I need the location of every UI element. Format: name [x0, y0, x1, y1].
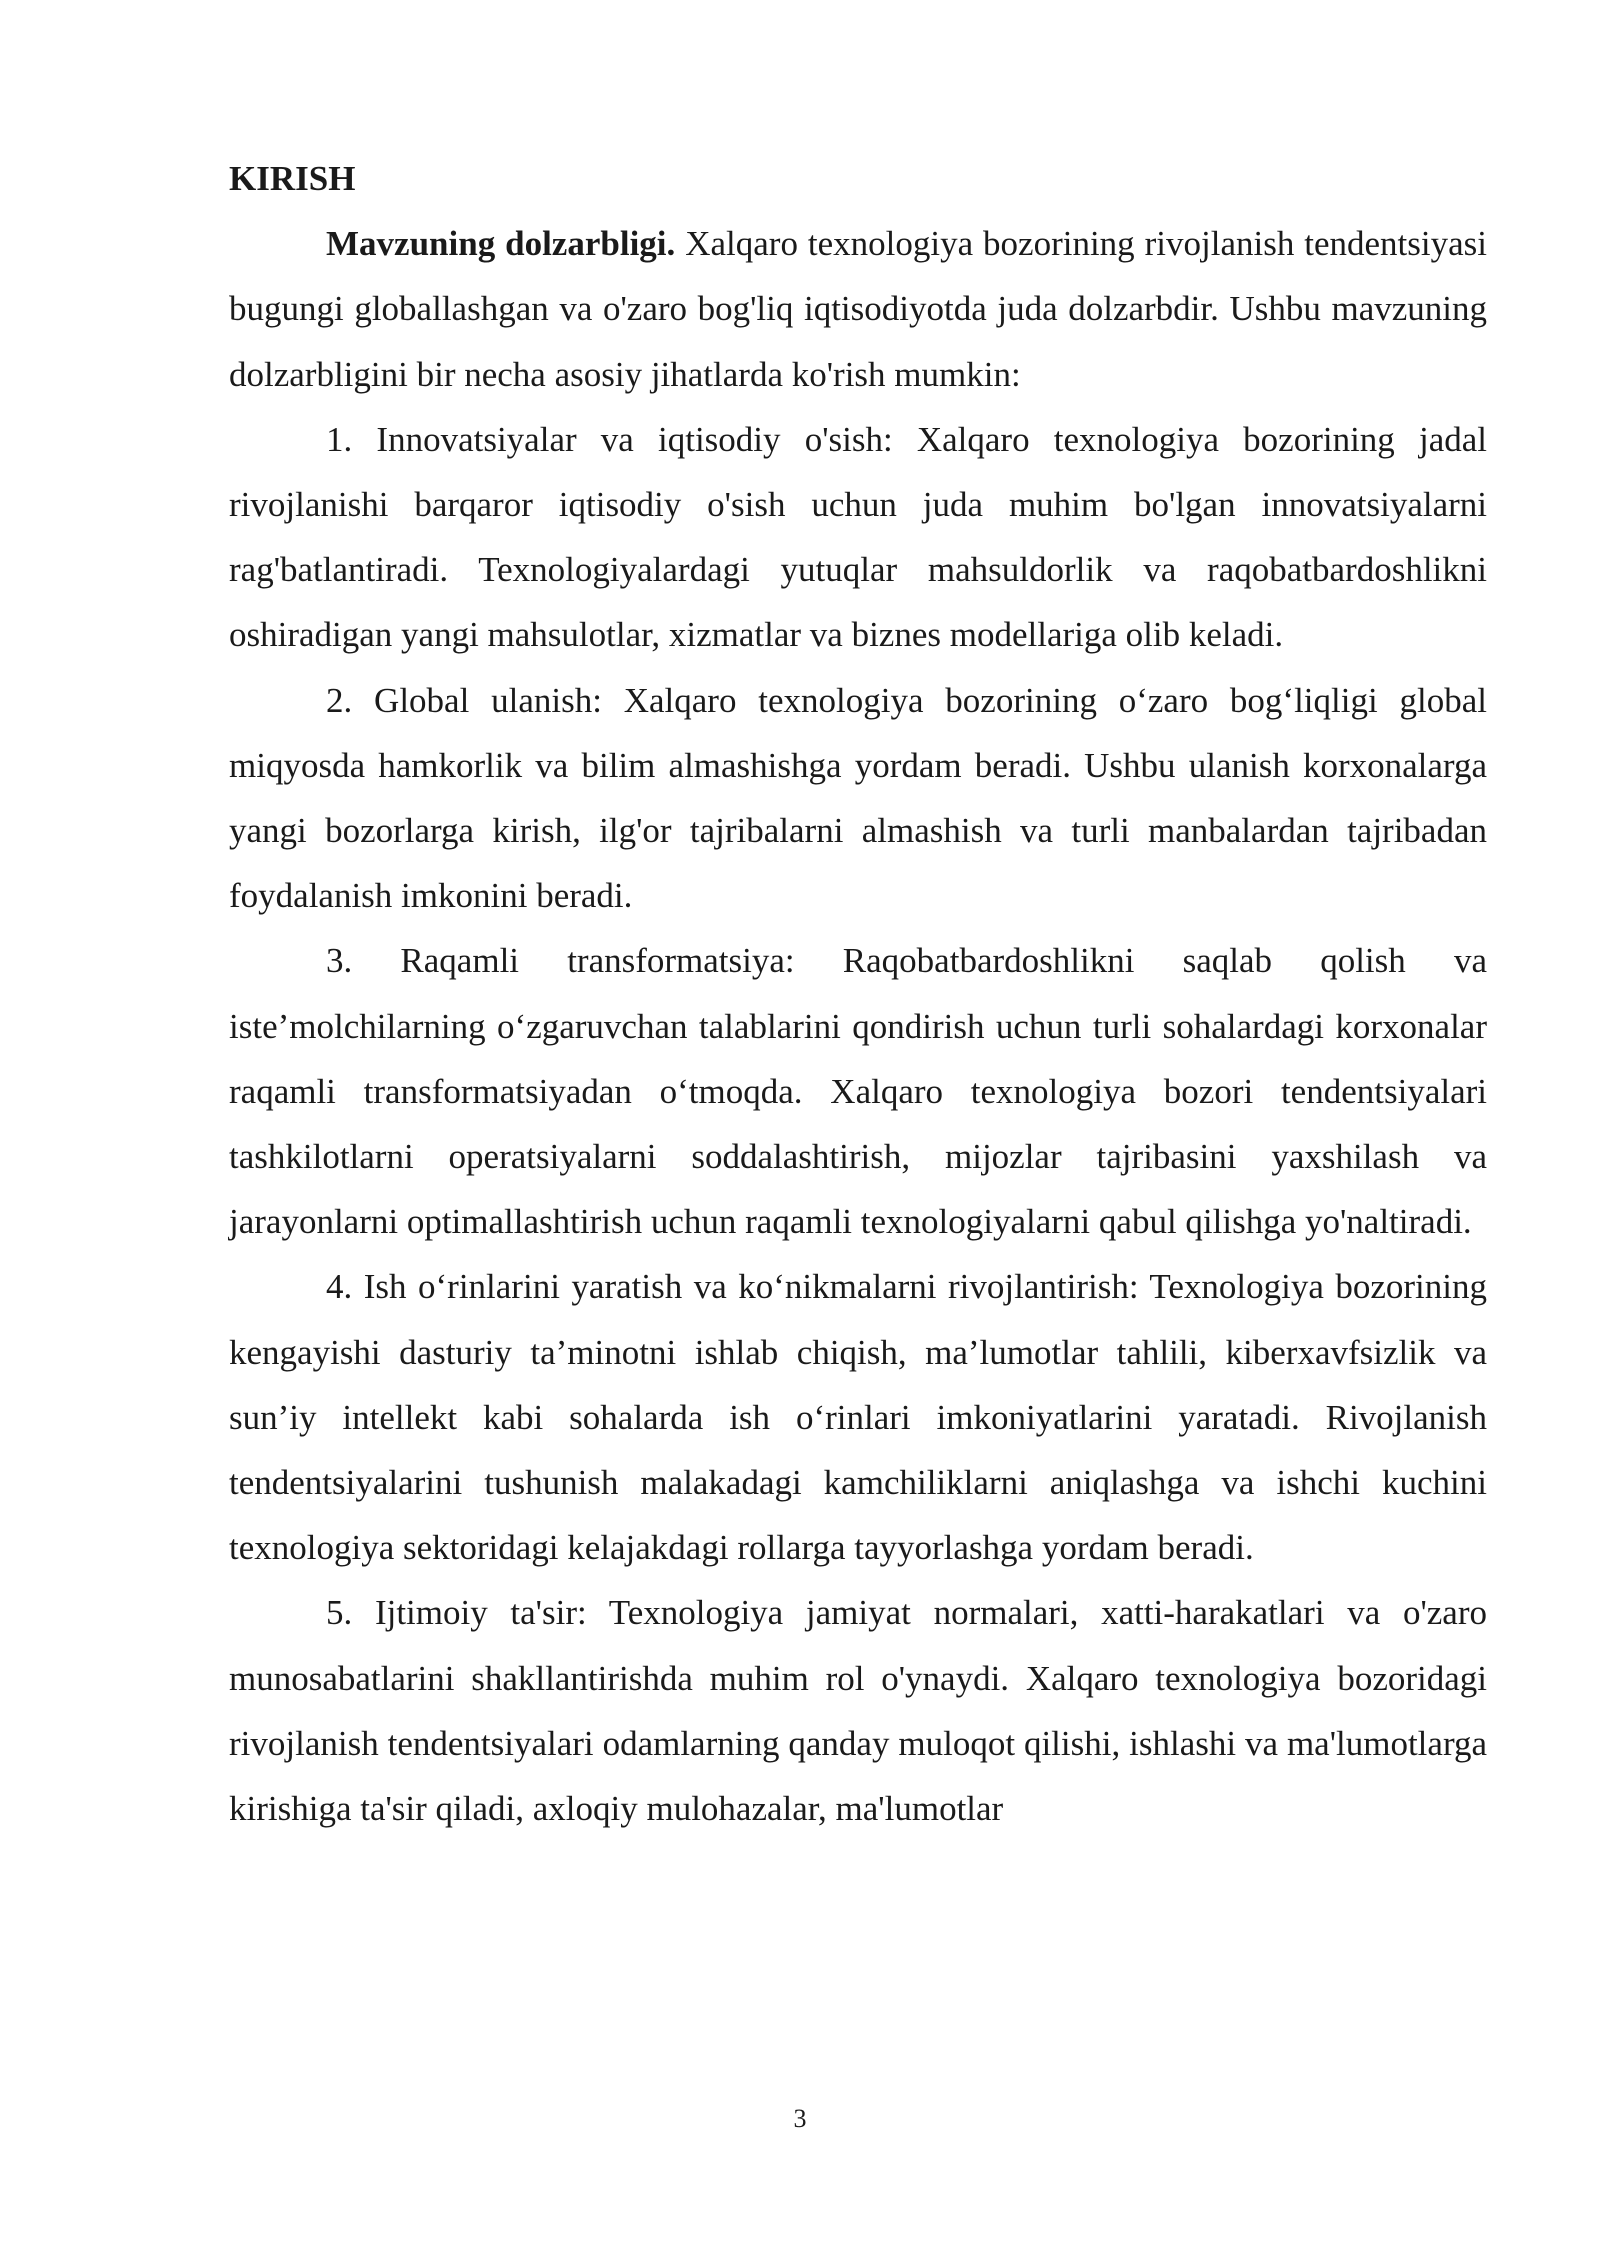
list-item: 2. Global ulanish: Xalqaro texnologiya bozorining o‘zaro bog‘liqligi global miqyosda hamkorlik va bilim almashishga yordam beradi. Ushbu ulanish korxonalarga yangi bozorlarga kirish, ilg'or tajribalarni almashish va turli manbalardan tajribadan foydalanish imkonini beradi.: [229, 680, 1487, 916]
section-heading: KIRISH: [229, 159, 356, 198]
page-number: 3: [793, 2104, 807, 2133]
list-item: 1. Innovatsiyalar va iqtisodiy o'sish: Xalqaro texnologiya bozorining jadal rivojlanishi barqaror iqtisodiy o'sish uchun juda muhim bo'lgan innovatsiyalarni rag'batlantiradi. Texnologiyalardagi yutuqlar mahsuldorlik va raqobatbardoshlikni oshiradigan yangi mahsulotlar, xizmatlar va biznes modellariga olib keladi.: [229, 419, 1487, 655]
list-item: 5. Ijtimoiy ta'sir: Texnologiya jamiyat normalari, xatti-harakatlari va o'zaro munosabatlarini shakllantirishda muhim rol o'ynaydi. Xalqaro texnologiya bozoridagi rivojlanish tendentsiyalari odamlarning qanday muloqot qilishi, ishlashi va ma'lumotlarga kirishiga ta'sir qiladi, axloqiy mulohazalar, ma'lumotlar: [229, 1593, 1487, 1829]
document-body: [229, 146, 1487, 1841]
intro-lead: Mavzuning dolzarbligi.: [326, 224, 676, 264]
intro-text: Xalqaro texnologiya bozorining rivojlanish tendentsiyasi bugungi globallashgan va o'zaro bog'liq iqtisodiyotda juda dolzarbdir. Ushbu mavzuning dolzarbligini bir necha asosiy jihatlarda ko'rish mumkin:: [229, 224, 1487, 394]
intro-paragraph: [229, 211, 1487, 407]
list-item: 4. Ish o‘rinlarini yaratish va ko‘nikmalarni rivojlantirish: Texnologiya bozorining kengayishi dasturiy ta’minotni ishlab chiqish, ma’lumotlar tahlili, kiberxavfsizlik va sun’iy intellekt kabi sohalarda ish o‘rinlari imkoniyatlarini yaratadi. Rivojlanish tendentsiyalarini tushunish malakadagi kamchiliklarni aniqlashga va ishchi kuchini texnologiya sektoridagi kelajakdagi rollarga tayyorlashga yordam beradi.: [229, 1267, 1487, 1568]
list-item: 3. Raqamli transformatsiya: Raqobatbardoshlikni saqlab qolish va iste’molchilarning o‘zgaruvchan talablarini qondirish uchun turli sohalardagi korxonalar raqamli transformatsiyadan o‘tmoqda. Xalqaro texnologiya bozori tendentsiyalari tashkilotlarni operatsiyalarni soddalashtirish, mijozlar tajribasini yaxshilash va jarayonlarni optimallashtirish uchun raqamli texnologiyalarni qabul qilishga yo'naltiradi.: [229, 941, 1487, 1242]
